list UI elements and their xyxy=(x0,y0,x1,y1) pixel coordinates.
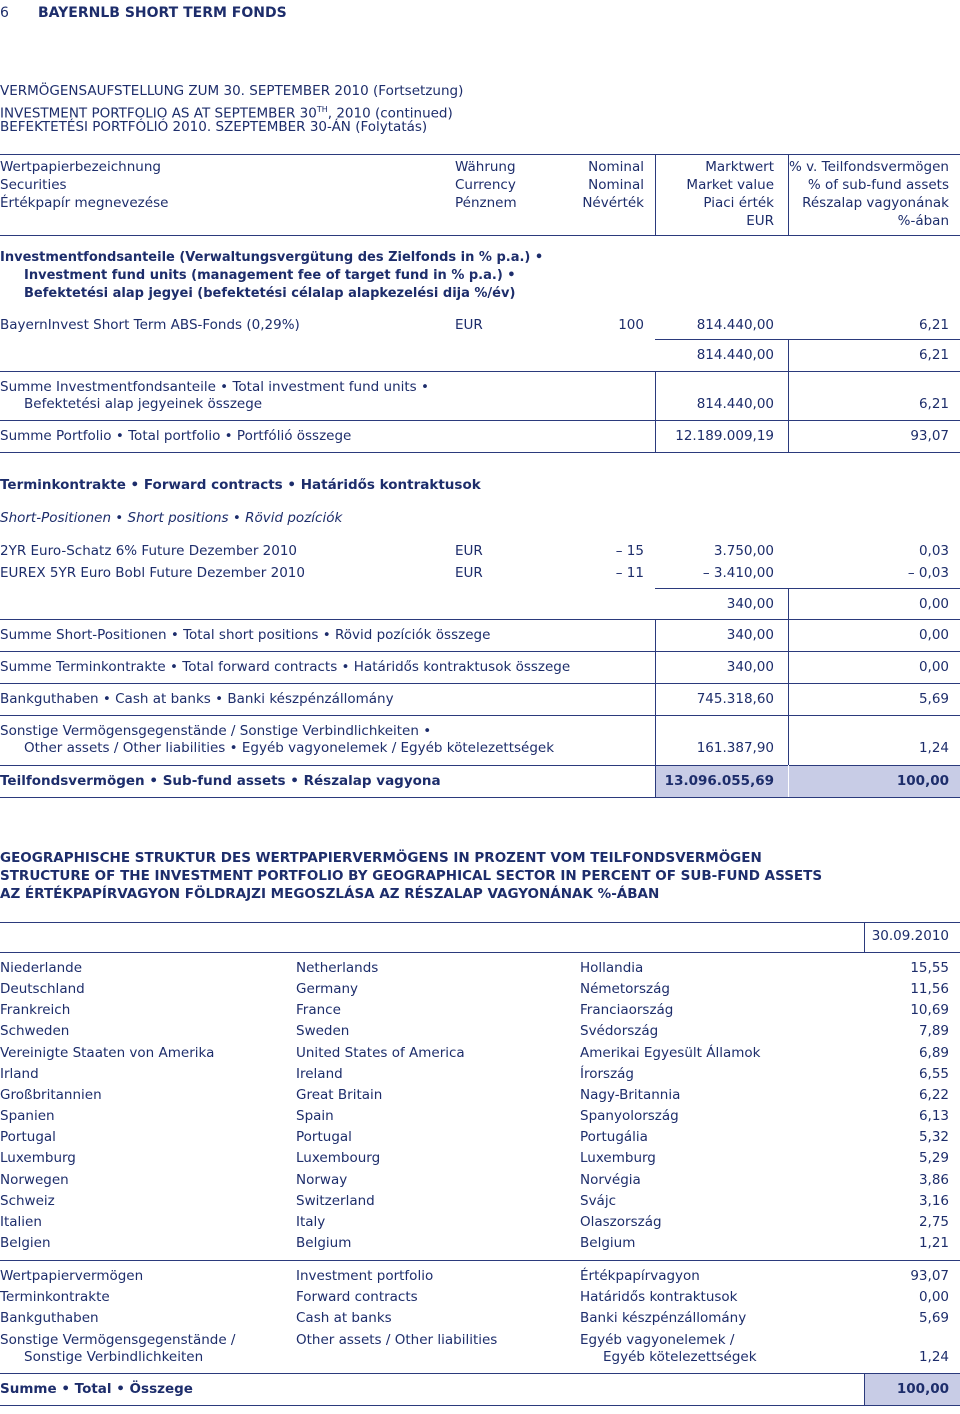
header-bottom-rule xyxy=(0,235,960,236)
sum-short-label: Summe Short-Positionen • Total short positions • Rövid pozíciók összege xyxy=(0,627,491,643)
country-name-en: Belgium xyxy=(296,1234,352,1251)
col-rule xyxy=(655,651,656,683)
country-name-de: Niederlande xyxy=(0,960,83,976)
col-market-unit: EUR xyxy=(746,213,774,229)
country-percent: 93,07 xyxy=(910,1268,949,1284)
sum-fund-units-market-value: 814.440,00 xyxy=(696,396,774,412)
country-name-de: Luxemburg xyxy=(0,1150,76,1167)
country-name-de: Deutschland xyxy=(0,981,85,998)
col-market-de: Marktwert xyxy=(705,159,774,175)
nominal: 100 xyxy=(618,317,644,333)
portfolio-sum-label: Summe Portfolio • Total portfolio • Portfólió összege xyxy=(0,428,352,444)
subtotal-col-rule xyxy=(788,588,789,619)
portfolio-sum-market-value: 12.189.009,19 xyxy=(675,428,774,444)
col-rule xyxy=(655,371,656,420)
row-rule xyxy=(0,420,960,421)
country-percent: 6,89 xyxy=(918,1044,949,1061)
col-pct-de: % v. Teilfondsvermögen xyxy=(788,159,949,175)
section-title-en-sup: TH xyxy=(316,105,328,114)
country-name-de: Terminkontrakte xyxy=(0,1289,110,1306)
sum-fund-units-label-1: Summe Investmentfondsanteile • Total investment fund units • xyxy=(0,379,429,395)
total-percent: 100,00 xyxy=(896,773,949,789)
country-name-de: Schweden xyxy=(0,1023,70,1040)
country-name-en: Spain xyxy=(296,1108,334,1125)
nominal: – 11 xyxy=(615,565,644,581)
country-percent: 5,29 xyxy=(918,1150,949,1167)
country-name-en: Great Britain xyxy=(296,1086,383,1103)
country-name-de: Bankguthaben xyxy=(0,1310,99,1327)
col-currency-en: Currency xyxy=(455,177,516,193)
country-name-de: Vereinigte Staaten von Amerika xyxy=(0,1044,215,1061)
country-name-de: Frankreich xyxy=(0,1002,71,1019)
geo-date: 30.09.2010 xyxy=(871,928,949,944)
fund-units-heading-de: Investmentfondsanteile (Verwaltungsvergütung des Zielfonds in % p.a.) • xyxy=(0,250,544,265)
percent: – 0,03 xyxy=(907,565,949,581)
cash-percent: 5,69 xyxy=(918,691,949,707)
row-rule xyxy=(0,715,960,716)
col-pct-en: % of sub-fund assets xyxy=(807,177,949,193)
document-header: BAYERNLB SHORT TERM FONDS xyxy=(38,5,287,21)
country-percent: 1,21 xyxy=(918,1234,949,1251)
geo-bottom-rule xyxy=(0,1405,960,1406)
row-rule xyxy=(0,452,960,453)
sum-short-market-value: 340,00 xyxy=(726,627,774,643)
col-nominal-en: Nominal xyxy=(588,177,644,193)
market-value: 3.750,00 xyxy=(713,543,774,559)
geo-summary-rule xyxy=(0,1260,960,1261)
col-pct-hu: Részalap vagyonának xyxy=(802,195,949,211)
col-security-en: Securities xyxy=(0,177,67,193)
country-name-de: Spanien xyxy=(0,1108,55,1125)
col-rule xyxy=(655,683,656,715)
other-assets-label-2: Other assets / Other liabilities • Egyéb vagyonelemek / Egyéb kötelezettségek xyxy=(24,740,555,756)
col-market-hu: Piaci érték xyxy=(703,195,774,211)
country-name-en: Luxembourg xyxy=(296,1150,381,1167)
currency: EUR xyxy=(455,317,483,333)
country-name-hu: Írország xyxy=(580,1065,635,1082)
country-name-en: France xyxy=(296,1002,341,1019)
geo-other-hu-2: Egyéb kötelezettségek xyxy=(603,1349,757,1365)
country-name-hu: Határidős kontraktusok xyxy=(580,1289,738,1306)
geo-other-value: 1,24 xyxy=(918,1349,949,1365)
percent: 6,21 xyxy=(918,317,949,333)
geo-other-en: Other assets / Other liabilities xyxy=(296,1332,498,1348)
other-assets-market-value: 161.387,90 xyxy=(696,740,774,756)
portfolio-sum-percent: 93,07 xyxy=(910,428,949,444)
country-name-en: Sweden xyxy=(296,1023,350,1040)
col-rule xyxy=(788,715,789,765)
other-assets-label-1: Sonstige Vermögensgegenstände / Sonstige Verbindlichkeiten • xyxy=(0,723,432,739)
country-name-hu: Amerikai Egyesült Államok xyxy=(580,1044,761,1061)
country-percent: 5,32 xyxy=(918,1129,949,1146)
country-name-hu: Nagy-Britannia xyxy=(580,1086,681,1103)
col-rule xyxy=(655,715,656,765)
geo-other-de-1: Sonstige Vermögensgegenstände / xyxy=(0,1332,236,1348)
country-name-en: Forward contracts xyxy=(296,1289,418,1306)
sum-forward-label: Summe Terminkontrakte • Total forward contracts • Határidős kontraktusok összege xyxy=(0,659,571,675)
country-name-de: Irland xyxy=(0,1065,39,1082)
subtotal-col-rule xyxy=(788,339,789,371)
country-name-hu: Hollandia xyxy=(580,960,644,976)
country-name-hu: Svájc xyxy=(580,1192,617,1209)
country-name-en: Portugal xyxy=(296,1129,352,1146)
currency: EUR xyxy=(455,565,483,581)
country-name-hu: Spanyolország xyxy=(580,1108,679,1125)
country-name-en: Italy xyxy=(296,1213,326,1230)
market-value: – 3.410,00 xyxy=(702,565,774,581)
country-name-en: Ireland xyxy=(296,1065,343,1082)
country-percent: 6,22 xyxy=(918,1086,949,1103)
geo-total-value: 100,00 xyxy=(896,1381,949,1397)
col-rule xyxy=(788,683,789,715)
country-name-hu: Olaszország xyxy=(580,1213,662,1230)
col-security-de: Wertpapierbezeichnung xyxy=(0,159,161,175)
cash-label: Bankguthaben • Cash at banks • Banki készpénzállomány xyxy=(0,691,394,707)
row-rule xyxy=(0,619,960,620)
col-rule xyxy=(655,765,656,797)
country-name-de: Belgien xyxy=(0,1234,51,1251)
geo-col-rule xyxy=(864,922,865,952)
sum-short-percent: 0,00 xyxy=(918,627,949,643)
row-rule xyxy=(0,371,960,372)
col-rule xyxy=(655,420,656,452)
country-name-de: Norwegen xyxy=(0,1171,69,1188)
total-market-value: 13.096.055,69 xyxy=(664,773,774,789)
cash-market-value: 745.318,60 xyxy=(696,691,774,707)
country-name-hu: Luxemburg xyxy=(580,1150,656,1167)
country-name-hu: Norvégia xyxy=(580,1171,641,1188)
country-name-hu: Németország xyxy=(580,981,670,998)
geo-other-de-2: Sonstige Verbindlichkeiten xyxy=(24,1349,204,1365)
country-name-en: United States of America xyxy=(296,1044,465,1061)
country-name-de: Schweiz xyxy=(0,1192,55,1209)
currency: EUR xyxy=(455,543,483,559)
col-rule xyxy=(655,619,656,651)
header-col-rule-1 xyxy=(655,154,656,235)
total-label: Teilfondsvermögen • Sub-fund assets • Részalap vagyona xyxy=(0,773,441,789)
country-percent: 11,56 xyxy=(910,981,949,998)
country-percent: 2,75 xyxy=(918,1213,949,1230)
security-name: 2YR Euro-Schatz 6% Future Dezember 2010 xyxy=(0,543,298,559)
row-rule xyxy=(0,651,960,652)
section-title-en-b: , 2010 (continued) xyxy=(327,105,453,122)
sum-forward-percent: 0,00 xyxy=(918,659,949,675)
fund-units-heading-en: Investment fund units (management fee of target fund in % p.a.) • xyxy=(24,268,516,283)
short-positions-heading: Short-Positionen • Short positions • Rövid pozíciók xyxy=(0,510,343,526)
sum-fund-units-label-2: Befektetési alap jegyeinek összege xyxy=(24,396,263,412)
col-rule xyxy=(788,420,789,452)
subtotal-market-value: 814.440,00 xyxy=(696,347,774,363)
col-market-en: Market value xyxy=(686,177,774,193)
col-rule xyxy=(788,651,789,683)
geo-total-label: Summe • Total • Összege xyxy=(0,1381,193,1397)
short-subtotal-market-value: 340,00 xyxy=(726,596,774,612)
section-title-en-a: INVESTMENT PORTFOLIO AS AT SEPTEMBER 30 xyxy=(0,105,317,122)
country-name-de: Italien xyxy=(0,1213,42,1230)
geo-header-rule xyxy=(0,922,960,923)
fund-units-heading-hu: Befektetési alap jegyei (befektetési célalap alapkezelési dija %/év) xyxy=(24,286,516,301)
geo-header-bottom-rule xyxy=(0,952,960,953)
country-name-de: Wertpapiervermögen xyxy=(0,1268,144,1284)
country-percent: 6,13 xyxy=(918,1108,949,1125)
geo-col-rule xyxy=(864,1373,865,1405)
section-title-de: VERMÖGENSAUFSTELLUNG ZUM 30. SEPTEMBER 2010 (Fortsetzung) xyxy=(0,83,464,99)
security-name: BayernInvest Short Term ABS-Fonds (0,29%) xyxy=(0,317,300,333)
subtotal-percent: 6,21 xyxy=(918,347,949,363)
other-assets-percent: 1,24 xyxy=(918,740,949,756)
header-top-rule xyxy=(0,154,960,155)
percent: 0,03 xyxy=(918,543,949,559)
col-pct-unit: %-ában xyxy=(897,213,949,229)
country-name-en: Germany xyxy=(296,981,359,998)
country-name-de: Großbritannien xyxy=(0,1086,102,1103)
country-name-en: Netherlands xyxy=(296,960,379,976)
country-percent: 15,55 xyxy=(910,960,949,976)
market-value: 814.440,00 xyxy=(696,317,774,333)
country-percent: 3,16 xyxy=(918,1192,949,1209)
subtotal-rule xyxy=(655,339,960,340)
col-nominal-de: Nominal xyxy=(588,159,644,175)
col-security-hu: Értékpapír megnevezése xyxy=(0,195,169,211)
col-rule xyxy=(788,371,789,420)
country-name-en: Norway xyxy=(296,1171,348,1188)
section-title-hu: BEFEKTETÉSI PORTFÓLIÓ 2010. SZEPTEMBER 30-ÁN (Folytatás) xyxy=(0,119,428,135)
col-currency-de: Währung xyxy=(455,159,516,175)
country-name-hu: Banki készpénzállomány xyxy=(580,1310,747,1327)
security-name: EUREX 5YR Euro Bobl Future Dezember 2010 xyxy=(0,565,305,581)
geo-other-hu-1: Egyéb vagyonelemek / xyxy=(580,1332,735,1348)
nominal: – 15 xyxy=(615,543,644,559)
row-rule xyxy=(0,797,960,798)
country-percent: 3,86 xyxy=(918,1171,949,1188)
col-currency-hu: Pénznem xyxy=(455,195,517,211)
country-percent: 5,69 xyxy=(918,1310,949,1327)
country-name-hu: Portugália xyxy=(580,1129,648,1146)
country-name-hu: Svédország xyxy=(580,1023,659,1040)
country-name-hu: Belgium xyxy=(580,1234,636,1251)
subtotal-rule xyxy=(655,588,960,589)
sum-fund-units-percent: 6,21 xyxy=(918,396,949,412)
short-subtotal-percent: 0,00 xyxy=(918,596,949,612)
page-number: 6 xyxy=(0,5,9,21)
country-percent: 7,89 xyxy=(918,1023,949,1040)
country-name-en: Investment portfolio xyxy=(296,1268,434,1284)
col-rule xyxy=(788,765,789,797)
country-name-de: Portugal xyxy=(0,1129,56,1146)
geo-total-rule xyxy=(0,1373,960,1374)
geo-title-en: STRUCTURE OF THE INVESTMENT PORTFOLIO BY GEOGRAPHICAL SECTOR IN PERCENT OF SUB-FUND ASSETS xyxy=(0,868,823,884)
geo-title-hu: AZ ÉRTÉKPAPÍRVAGYON FÖLDRAJZI MEGOSZLÁSA AZ RÉSZALAP VAGYONÁNAK %-ÁBAN xyxy=(0,886,660,902)
country-percent: 6,55 xyxy=(918,1065,949,1082)
country-percent: 10,69 xyxy=(910,1002,949,1019)
geo-title-de: GEOGRAPHISCHE STRUKTUR DES WERTPAPIERVERMÖGENS IN PROZENT VOM TEILFONDSVERMÖGEN xyxy=(0,850,762,866)
col-rule xyxy=(788,619,789,651)
country-name-en: Cash at banks xyxy=(296,1310,392,1327)
country-name-hu: Franciaország xyxy=(580,1002,674,1019)
country-name-hu: Értékpapírvagyon xyxy=(580,1268,700,1284)
country-percent: 0,00 xyxy=(918,1289,949,1306)
sum-forward-market-value: 340,00 xyxy=(726,659,774,675)
col-nominal-hu: Névérték xyxy=(582,195,644,211)
forwards-heading: Terminkontrakte • Forward contracts • Határidős kontraktusok xyxy=(0,477,481,493)
country-name-en: Switzerland xyxy=(296,1192,375,1209)
row-rule xyxy=(0,683,960,684)
